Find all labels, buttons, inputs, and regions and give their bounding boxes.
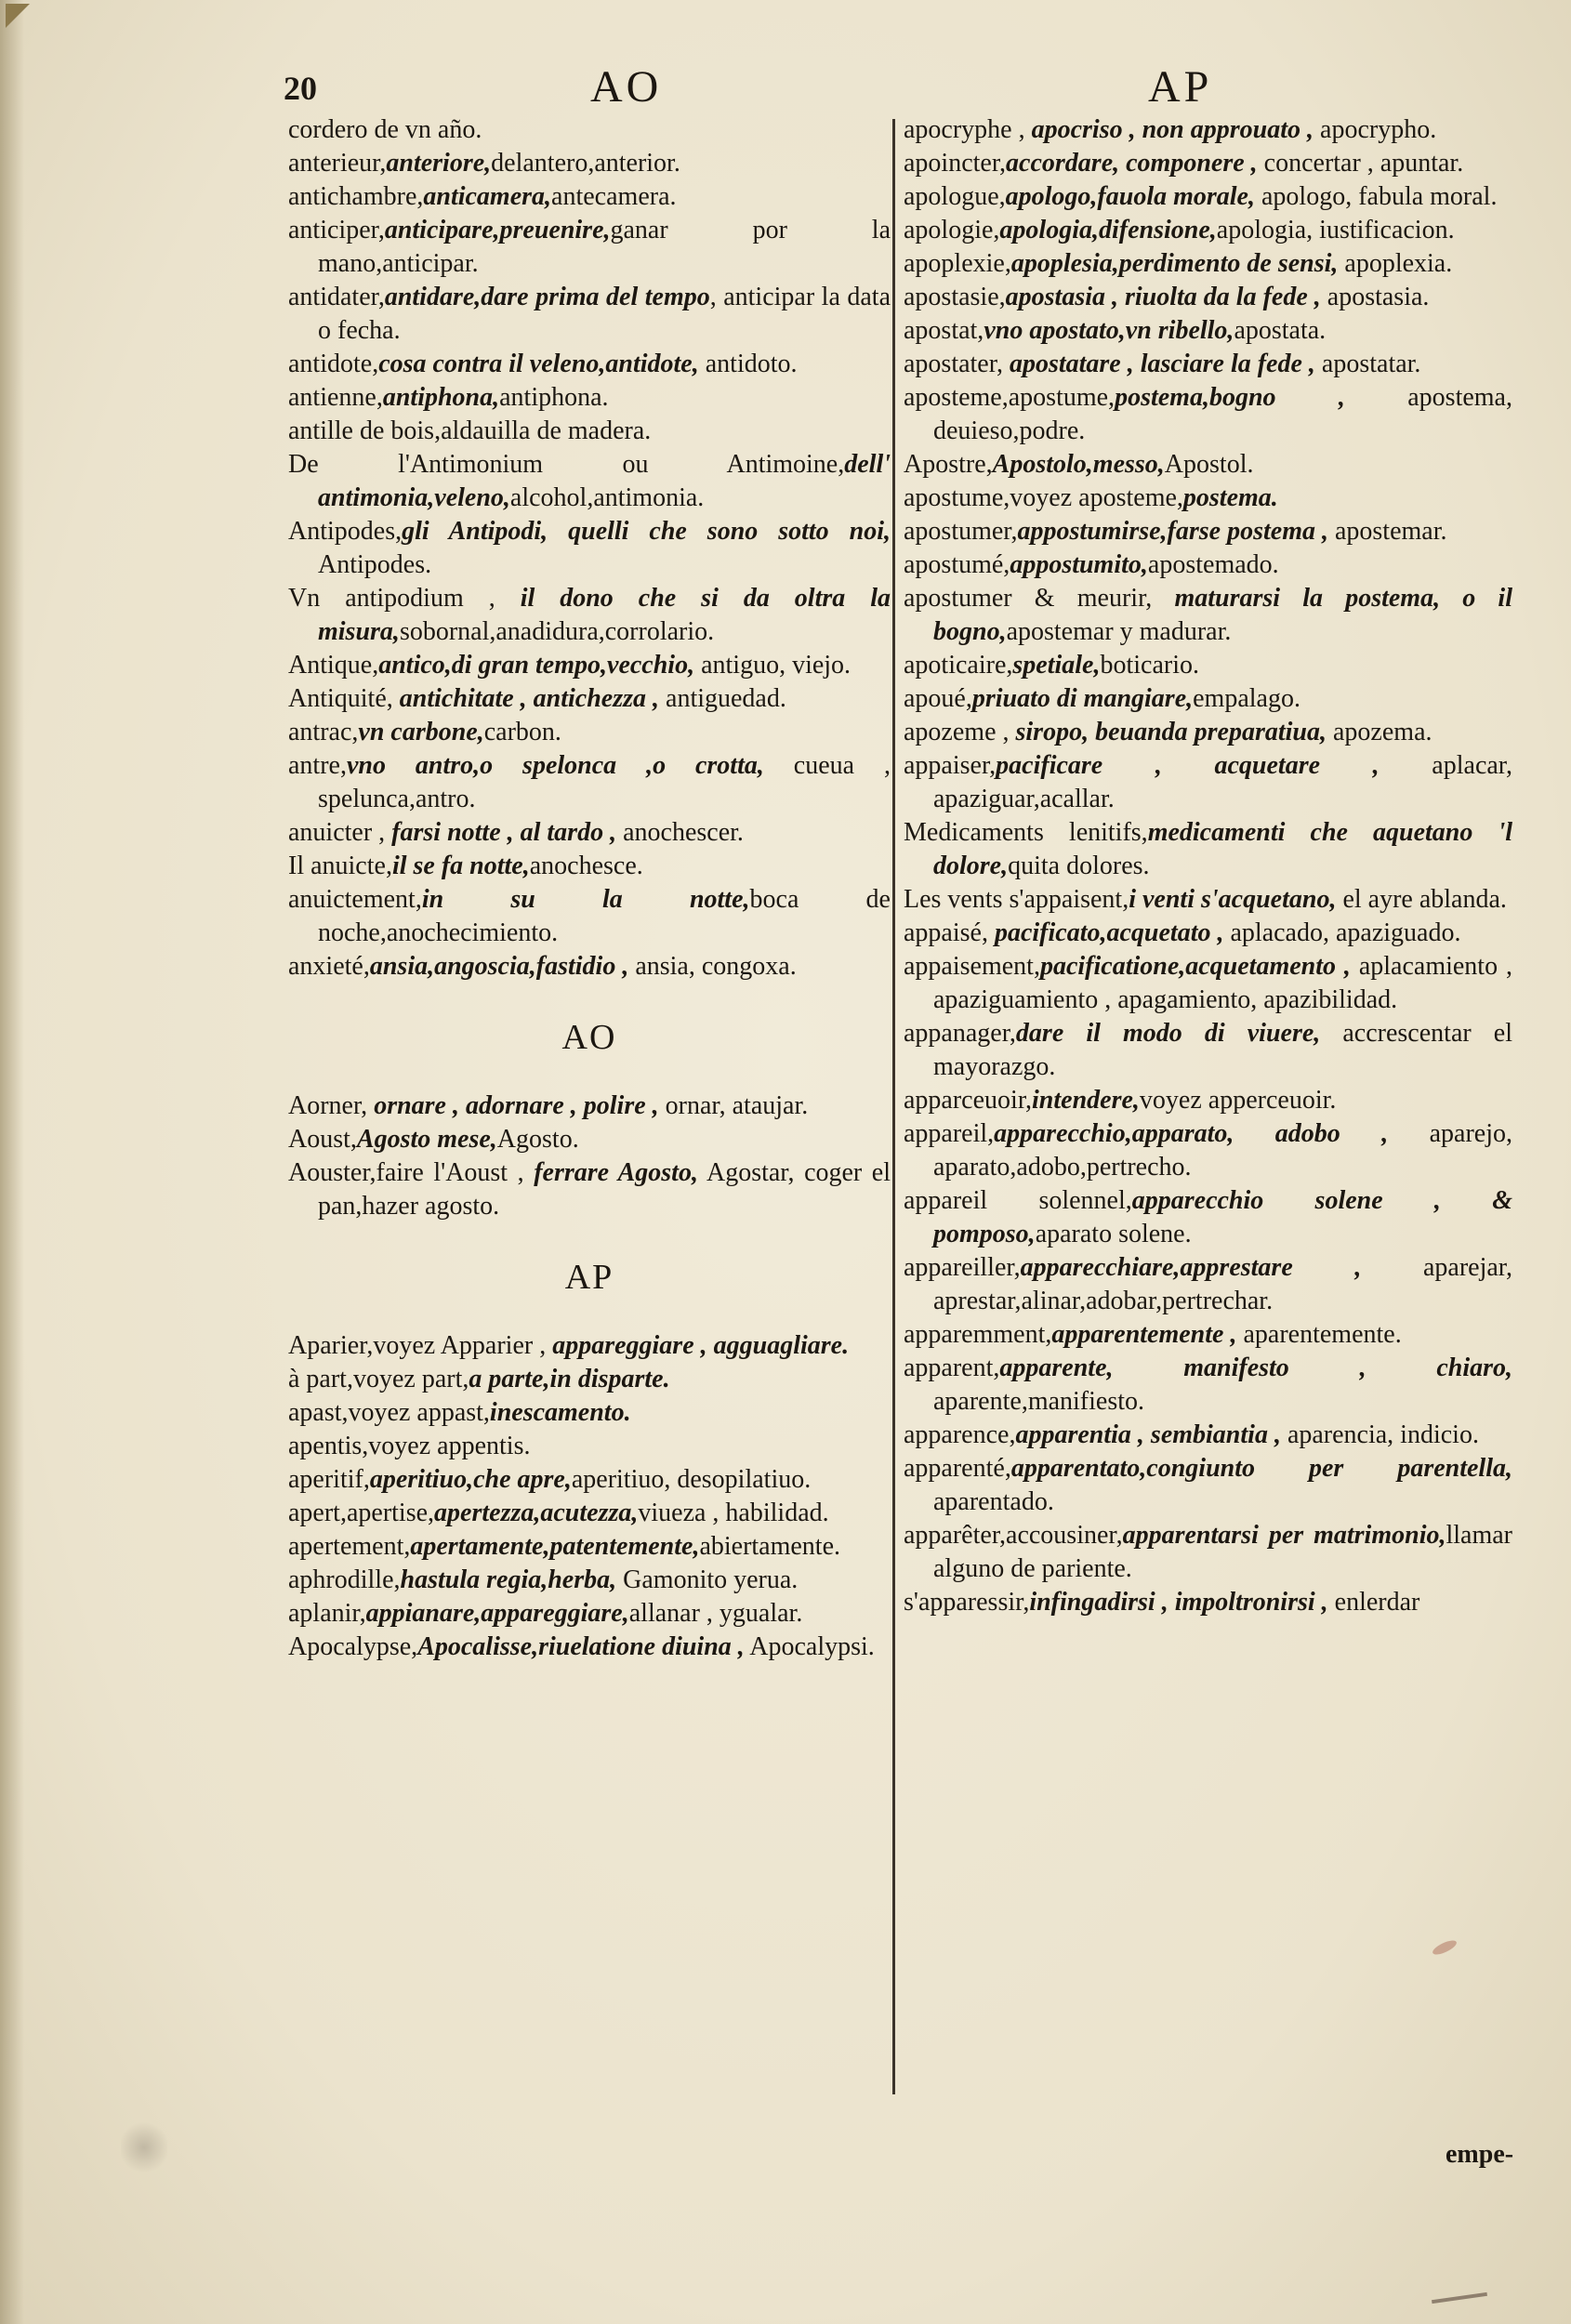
entry-italian: antiphona, [382, 383, 500, 412]
entry-headword: anuicter , [288, 818, 386, 847]
entry-translation: aplacado, apaziguado. [1223, 918, 1461, 947]
entry-italian: apologo,fauola morale, [1005, 182, 1255, 211]
entry-translation: apostema, deuieso,podre. [933, 383, 1512, 445]
entry-italian: pacificatione,acquetamento , [1039, 952, 1351, 981]
entry-headword: antidote, [288, 350, 379, 378]
entry-translation: antiguo, viejo. [694, 651, 852, 680]
entry-translation: apologia, iustificacion. [1216, 216, 1455, 244]
dictionary-entry [288, 582, 891, 649]
entry-headword: appaiser, [904, 751, 997, 780]
dictionary-entry [904, 1519, 1512, 1586]
entry-italian: dell' antimonia,veleno, [318, 450, 891, 512]
entry-translation: aparentado. [933, 1487, 1054, 1516]
entry-headword: appareil solennel, [904, 1186, 1132, 1215]
corner-fold [6, 4, 30, 28]
entry-headword: appaisé, [904, 918, 988, 947]
entry-italian: gli Antipodi, quelli che sono sotto noi, [402, 517, 891, 546]
entry-italian: i venti s'acquetano, [1129, 885, 1337, 914]
entry-headword: aphrodille, [288, 1565, 401, 1594]
entry-italian: apostasia , riuolta da la fede , [1005, 283, 1321, 311]
entry-italian: appostumito, [1010, 550, 1148, 579]
entry-translation: aparato solene. [1035, 1220, 1192, 1248]
section-heading-ap: AP [564, 1258, 614, 1297]
dictionary-entry [904, 749, 1512, 816]
entry-headword: antienne, [288, 383, 383, 412]
dictionary-entry [288, 850, 891, 883]
entry-italian: apertamente,patentemente, [410, 1532, 700, 1561]
entry-italian: apparecchio,apparato, adobo , [994, 1119, 1389, 1148]
entry-translation: aplacar, apaziguar,acallar. [933, 751, 1512, 813]
entry-italian: apertezza,acutezza, [434, 1499, 639, 1527]
dictionary-entry [288, 716, 891, 749]
entry-translation: allanar , ygualar. [628, 1599, 803, 1628]
entry-italian: appostumirse,farse postema , [1017, 517, 1328, 546]
entry-translation: el ayre ablanda. [1336, 885, 1507, 914]
entry-translation: apostatar. [1314, 350, 1421, 378]
entry-italian: anteriore, [386, 149, 492, 178]
dictionary-entry [904, 281, 1512, 314]
entry-translation: aperitiuo, desopilatiuo. [571, 1465, 812, 1494]
dictionary-entry [904, 1452, 1512, 1519]
entry-headword: apoincter, [904, 149, 1007, 178]
dictionary-entry [904, 582, 1512, 649]
entry-headword: antre, [288, 751, 347, 780]
entries-an [288, 113, 891, 984]
entry-italian: infingadirsi , impoltronirsi , [1029, 1588, 1328, 1617]
entries-ap [288, 1329, 891, 1664]
entry-headword: Aoust, [288, 1125, 357, 1154]
dictionary-entry [904, 682, 1512, 716]
entry-translation: abiertamente. [699, 1532, 841, 1561]
dictionary-entry [288, 147, 891, 180]
dictionary-entry [904, 482, 1512, 515]
entry-italian: ansia,angoscia,fastidio , [369, 952, 629, 981]
dictionary-entry [904, 716, 1512, 749]
entry-italian: pacificare , acquetare , [996, 751, 1380, 780]
entry-translation: aparente,manifiesto. [933, 1387, 1145, 1416]
entry-headword: apert,apertise, [288, 1499, 435, 1527]
dictionary-entry [288, 1156, 891, 1223]
entry-headword: s'apparessir, [904, 1588, 1030, 1617]
dictionary-entry [288, 816, 891, 850]
entry-headword: apertement, [288, 1532, 411, 1561]
dictionary-entry [904, 1017, 1512, 1084]
entry-headword: appaisement, [904, 952, 1040, 981]
entry-translation: quita dolores. [1008, 852, 1150, 880]
entry-headword: appanager, [904, 1019, 1016, 1048]
entry-translation: Agosto. [496, 1125, 579, 1154]
dictionary-entry [288, 180, 891, 214]
entry-translation: apozema. [1327, 718, 1432, 746]
entry-translation: accrescentar el mayorazgo. [933, 1019, 1512, 1081]
page-number: 20 [284, 70, 317, 107]
dictionary-entry [288, 1597, 891, 1631]
entry-translation: aparentemente. [1236, 1320, 1402, 1349]
entry-translation: Antipodes. [318, 550, 432, 579]
entry-translation: apoplexia. [1338, 249, 1453, 278]
catchword: empe- [1446, 2140, 1514, 2169]
entry-italian: il dono che si da oltra la misura, [318, 584, 891, 646]
entry-italian: maturarsi la postema, o il bogno, [933, 584, 1512, 646]
entry-italian: antichitate , antichezza , [392, 684, 660, 713]
right-running-head: AP [1148, 62, 1213, 112]
right-column [904, 113, 1512, 1619]
dictionary-entry [288, 415, 891, 448]
dictionary-entry [904, 1184, 1512, 1251]
dictionary-entry [288, 348, 891, 381]
entry-translation: empalago. [1193, 684, 1300, 713]
entry-italian: apparentemente , [1051, 1320, 1237, 1349]
dictionary-entry [288, 1631, 891, 1664]
entry-headword: apozeme , [904, 718, 1010, 746]
dictionary-entry [288, 1396, 891, 1430]
entry-italian: Apostolo,messo, [992, 450, 1165, 479]
entry-headword: apostater, [904, 350, 1003, 378]
entry-headword: De l'Antimonium ou Antimoine, [288, 450, 845, 479]
entry-translation: apocrypho. [1314, 115, 1437, 144]
entry-headword: antichambre, [288, 182, 424, 211]
column-rule [892, 119, 895, 2094]
entry-italian: appareggiare , agguagliare. [546, 1331, 850, 1360]
entry-translation: viueza , habilidad. [638, 1499, 829, 1527]
entry-translation: boca de noche,anochecimiento. [318, 885, 891, 947]
entry-italian: inescamento. [489, 1398, 631, 1427]
entry-headword: Medicaments lenitifs, [904, 818, 1148, 847]
entry-italian: medicamenti che aquetano 'l dolore, [933, 818, 1512, 880]
entry-translation: antille de bois,aldauilla de madera. [288, 416, 652, 445]
entry-translation: antidoto. [698, 350, 798, 378]
ink-stroke [1432, 2292, 1487, 2304]
entry-italian: hastula regia,herba, [400, 1565, 617, 1594]
entry-italian: intendere, [1032, 1086, 1140, 1115]
entry-headword: Aparier,voyez Apparier , [288, 1331, 547, 1360]
entry-headword: apparence, [904, 1420, 1016, 1449]
dictionary-entry [904, 314, 1512, 348]
dictionary-entry [904, 649, 1512, 682]
dictionary-entry [904, 381, 1512, 448]
dictionary-entry [904, 113, 1512, 147]
entry-headword: apostasie, [904, 283, 1006, 311]
entry-italian: appianare,appareggiare, [365, 1599, 629, 1628]
entry-headword: apostume,voyez aposteme, [904, 483, 1183, 512]
entry-headword: antrac, [288, 718, 359, 746]
entry-translation: apostemar. [1327, 517, 1447, 546]
entry-italian: cosa contra il veleno,antidote, [378, 350, 699, 378]
dictionary-entry [288, 1530, 891, 1564]
paper-stain [121, 2119, 167, 2175]
dictionary-entry [288, 649, 891, 682]
entry-headword: anticiper, [288, 216, 385, 244]
entry-translation: sobornal,anadidura,corrolario. [399, 617, 715, 646]
dictionary-entry [904, 515, 1512, 548]
entry-italian: postema,bogno , [1115, 383, 1345, 412]
entry-headword: Il anuicte, [288, 852, 392, 880]
entry-translation: carbon. [483, 718, 561, 746]
section-heading-ao: AO [561, 1018, 617, 1057]
entry-translation: Gamonito yerua. [616, 1565, 799, 1594]
entry-italian: apparentia , sembiantia , [1015, 1420, 1281, 1449]
entry-italian: in su la notte, [421, 885, 750, 914]
dictionary-entry [288, 1430, 891, 1463]
entry-italian: pacificato,acquetato , [987, 918, 1224, 947]
entry-headword: Aorner, [288, 1091, 368, 1120]
entry-headword: Vn antipodium , [288, 584, 495, 613]
entry-translation: Agostar, coger el pan,hazer agosto. [318, 1158, 891, 1221]
entry-translation: apostata. [1234, 316, 1327, 345]
dictionary-entry [288, 1123, 891, 1156]
entry-headword: à part,voyez part, [288, 1365, 469, 1393]
entry-headword: Apocalypse, [288, 1632, 418, 1661]
entry-italian: priuato di mangiare, [971, 684, 1194, 713]
entry-translation: llamar alguno de pariente. [933, 1521, 1512, 1583]
entry-headword: apoplexie, [904, 249, 1011, 278]
dictionary-entry [904, 950, 1512, 1017]
dictionary-entry [904, 1318, 1512, 1352]
entry-translation: apostasia. [1320, 283, 1430, 311]
entry-italian: accordare, componere , [1006, 149, 1258, 178]
entry-headword: apologue, [904, 182, 1006, 211]
entry-italian: anticipare,preuenire, [384, 216, 611, 244]
entry-translation: apentis,voyez appentis. [288, 1432, 531, 1460]
entry-italian: apologia,difensione, [999, 216, 1217, 244]
entry-translation: aplacamiento , apaziguamiento , apagamiento, apazibilidad. [933, 952, 1512, 1014]
entry-translation: antecamera. [551, 182, 677, 211]
entry-translation: antiphona. [499, 383, 609, 412]
entry-translation: anochescer. [616, 818, 744, 847]
entries-ao [288, 1089, 891, 1223]
entry-italian: il se fa notte, [391, 852, 530, 880]
dictionary-entry [288, 1363, 891, 1396]
entry-italian: antidare,dare prima del tempo [384, 283, 710, 311]
entry-headword: apast,voyez appast, [288, 1398, 490, 1427]
entry-italian: vno apostato,vn ribello, [984, 316, 1234, 345]
entry-italian: anticamera, [423, 182, 552, 211]
dictionary-entry [904, 1586, 1512, 1619]
entry-translation: aparejar, aprestar,alinar,adobar,pertrechar. [933, 1253, 1512, 1315]
entry-headword: Aouster,faire l'Aoust , [288, 1158, 524, 1187]
entry-italian: vn carbone, [358, 718, 484, 746]
entry-italian: ferrare Agosto, [523, 1158, 698, 1187]
entries-ap-continued [904, 113, 1512, 1619]
entry-translation: apologo, fabula moral. [1254, 182, 1498, 211]
dictionary-entry [904, 917, 1512, 950]
entry-headword: anxieté, [288, 952, 370, 981]
entry-italian: apostatare , lasciare la fede , [1002, 350, 1315, 378]
dictionary-entry [904, 1117, 1512, 1184]
entry-headword: antidater, [288, 283, 385, 311]
dictionary-entry [288, 515, 891, 582]
entry-headword: apostumer, [904, 517, 1018, 546]
entry-headword: appareiller, [904, 1253, 1021, 1282]
entry-headword: Antipodes, [288, 517, 403, 546]
entry-italian: spetiale, [1012, 651, 1101, 680]
entry-headword: apoticaire, [904, 651, 1013, 680]
dictionary-entry [904, 448, 1512, 482]
entry-translation: voyez apperceuoir. [1139, 1086, 1337, 1115]
binding-shadow [0, 0, 24, 2324]
dictionary-entry [904, 348, 1512, 381]
entry-headword: apparceuoir, [904, 1086, 1033, 1115]
entry-headword: appareil, [904, 1119, 995, 1148]
dictionary-entry [288, 1564, 891, 1597]
dictionary-entry [288, 1089, 891, 1123]
entry-italian: ornare , adornare , polire , [367, 1091, 659, 1120]
entry-translation: apostemar y madurar. [1006, 617, 1232, 646]
entry-headword: apparemment, [904, 1320, 1052, 1349]
entry-italian: antico,di gran tempo,vecchio, [378, 651, 695, 680]
entry-headword: Antique, [288, 651, 379, 680]
dictionary-entry [904, 1419, 1512, 1452]
entry-headword: apostat, [904, 316, 984, 345]
dictionary-entry [288, 883, 891, 950]
entry-italian: apparentato,congiunto per parentella, [1010, 1454, 1512, 1483]
dictionary-entry [288, 214, 891, 281]
entry-headword: apparent, [904, 1353, 1000, 1382]
dictionary-entry [288, 448, 891, 515]
entry-translation: boticario. [1100, 651, 1199, 680]
entry-translation: , anticipar la data o fecha. [318, 283, 891, 345]
entry-headword: anterieur, [288, 149, 387, 178]
entry-italian: apparecchio solene , & pomposo, [933, 1186, 1512, 1248]
entry-italian: vno antro,o spelonca ,o crotta, [346, 751, 764, 780]
dictionary-entry [288, 682, 891, 716]
entry-translation: antiguedad. [659, 684, 786, 713]
dictionary-entry [288, 381, 891, 415]
dictionary-entry [904, 214, 1512, 247]
dictionary-entry [904, 1084, 1512, 1117]
entry-italian: Apocalisse,riuelatione diuina , [417, 1632, 745, 1661]
entry-translation: enlerdar [1327, 1588, 1420, 1617]
dictionary-entry [288, 950, 891, 984]
entry-translation: aparejo, aparato,adobo,pertrecho. [933, 1119, 1512, 1182]
entry-headword: apparenté, [904, 1454, 1011, 1483]
dictionary-entry [904, 1352, 1512, 1419]
entry-translation: cueua , spelunca,antro. [318, 751, 891, 813]
entry-italian: apoplesia,perdimento de sensi, [1010, 249, 1339, 278]
entry-italian: aperitiuo,che apre, [369, 1465, 572, 1494]
dictionary-entry [904, 147, 1512, 180]
dictionary-entry [288, 1329, 891, 1363]
dictionary-entry [904, 548, 1512, 582]
entry-translation: cordero de vn año. [288, 115, 482, 144]
entry-translation: apostemado. [1147, 550, 1279, 579]
page-header [284, 61, 1538, 117]
entry-headword: aposteme,apostume, [904, 383, 1116, 412]
entry-translation: ornar, ataujar. [658, 1091, 809, 1120]
entry-headword: Les vents s'appaisent, [904, 885, 1129, 914]
entry-translation: Apocalypsi. [744, 1632, 875, 1661]
entry-headword: apparêter,accousiner, [904, 1521, 1123, 1550]
dictionary-entry [904, 247, 1512, 281]
entry-headword: Apostre, [904, 450, 993, 479]
entry-translation: Apostol. [1164, 450, 1254, 479]
entry-italian: farsi notte , al tardo , [385, 818, 617, 847]
dictionary-entry [904, 1251, 1512, 1318]
entry-italian: apocriso , non approuato , [1024, 115, 1314, 144]
dictionary-entry [904, 180, 1512, 214]
entry-italian: dare il modo di viuere, [1015, 1019, 1321, 1048]
left-column [288, 113, 891, 1664]
dictionary-entry [288, 1497, 891, 1530]
entry-translation: ansia, congoxa. [628, 952, 797, 981]
entry-italian: postema. [1182, 483, 1278, 512]
dictionary-entry [904, 883, 1512, 917]
entry-headword: apostumé, [904, 550, 1010, 579]
dictionary-entry [288, 749, 891, 816]
entry-translation: alcohol,antimonia. [509, 483, 705, 512]
entry-translation: delantero,anterior. [491, 149, 680, 178]
entry-translation: concertar , apuntar. [1257, 149, 1464, 178]
dictionary-entry [288, 113, 891, 147]
ink-stain [1431, 1938, 1459, 1958]
entry-headword: apologie, [904, 216, 1000, 244]
dictionary-entry [288, 281, 891, 348]
entry-italian: siropo, beuanda preparatiua, [1009, 718, 1327, 746]
entry-headword: aperitif, [288, 1465, 370, 1494]
entry-translation: aparencia, indicio. [1280, 1420, 1479, 1449]
entry-headword: apocryphe , [904, 115, 1025, 144]
entry-headword: anuictement, [288, 885, 422, 914]
dictionary-entry [288, 1463, 891, 1497]
entry-headword: apoué, [904, 684, 972, 713]
entry-italian: apparentarsi per matrimonio, [1122, 1521, 1446, 1550]
left-running-head: AO [590, 62, 663, 112]
entry-translation: anochesce. [529, 852, 643, 880]
entry-italian: a parte,in disparte. [469, 1365, 670, 1393]
entry-italian: apparente, manifesto , chiaro, [999, 1353, 1512, 1382]
entry-headword: apostumer & meurir, [904, 584, 1153, 613]
entry-headword: Antiquité, [288, 684, 393, 713]
entry-headword: aplanir, [288, 1599, 366, 1628]
dictionary-entry [904, 816, 1512, 883]
entry-italian: apparecchiare,apprestare , [1020, 1253, 1362, 1282]
entry-translation: ganar por la mano,anticipar. [318, 216, 891, 278]
entry-italian: Agosto mese, [356, 1125, 497, 1154]
